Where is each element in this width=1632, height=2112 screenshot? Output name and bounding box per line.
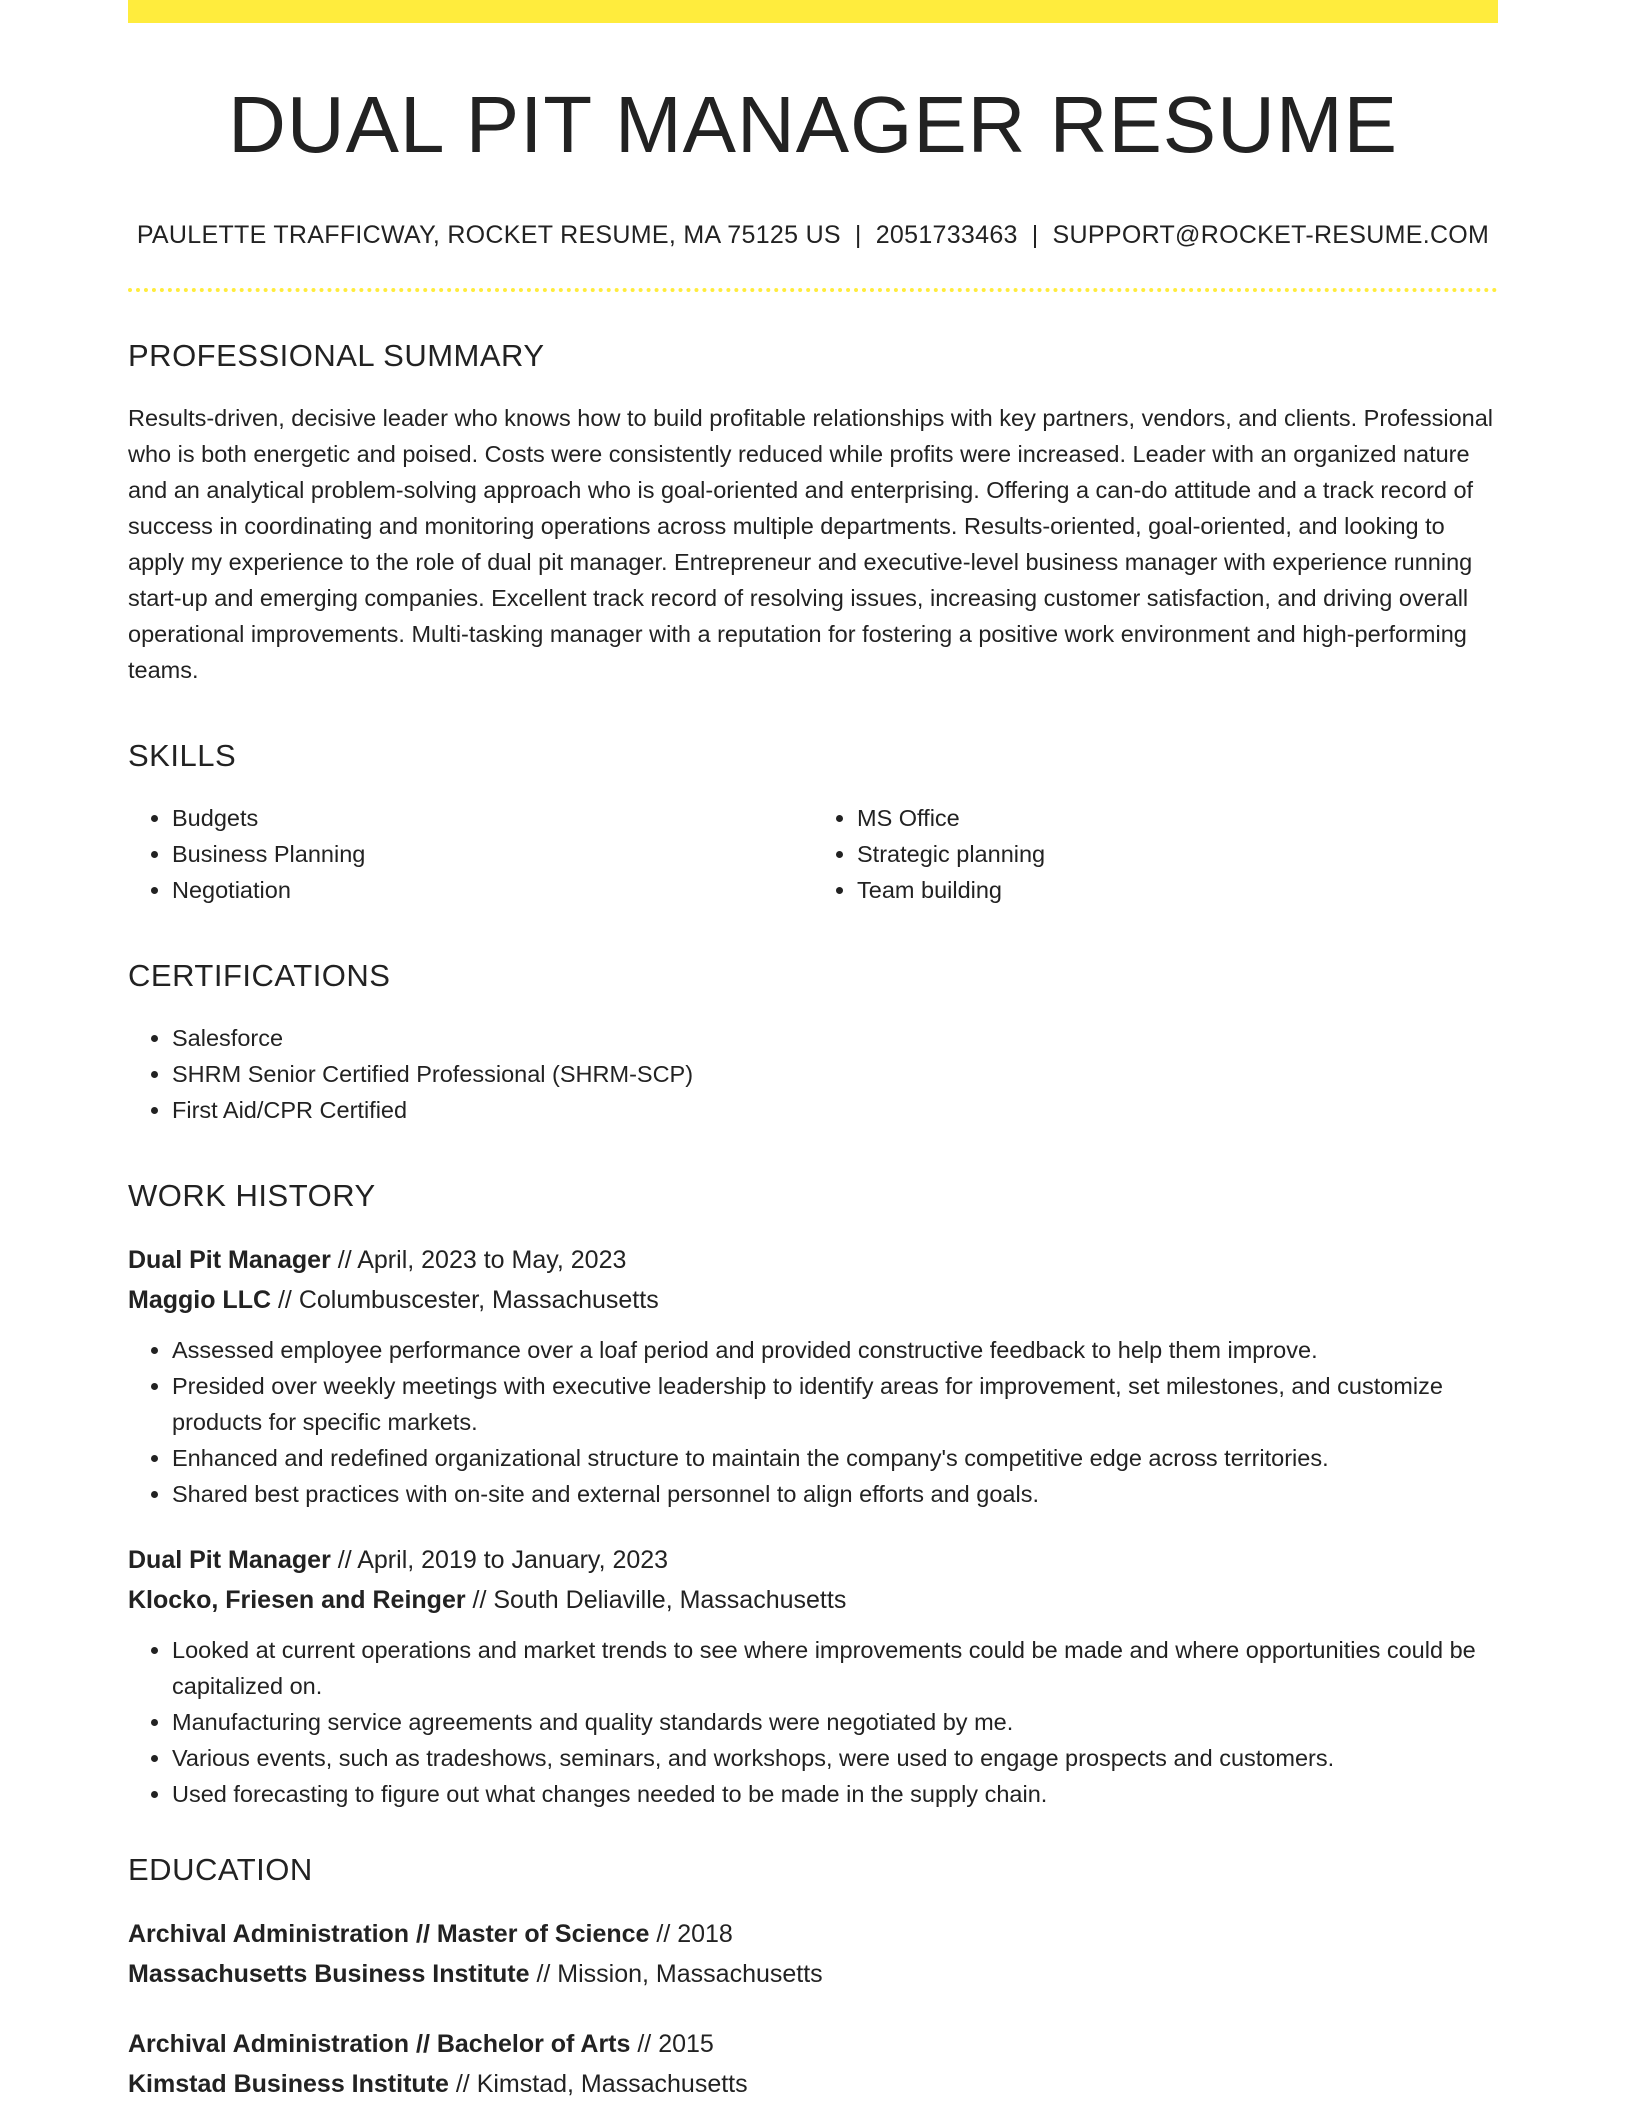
job-title: Dual Pit Manager xyxy=(128,1246,331,1274)
education-degree: Archival Administration // Bachelor of Arts xyxy=(128,2030,631,2058)
skills-list-left xyxy=(128,800,813,908)
summary-heading: PROFESSIONAL SUMMARY xyxy=(128,338,545,373)
education-school-line xyxy=(128,2064,1498,2104)
job-location: // Columbuscester, Massachusetts xyxy=(271,1286,659,1314)
job-bullet: • Manufacturing service agreements and quality standards were negotiated by me. xyxy=(172,1704,1498,1740)
contact-separator: | xyxy=(1031,221,1039,249)
work-history-heading: WORK HISTORY xyxy=(128,1178,376,1213)
job-bullet: • Used forecasting to figure out what changes needed to be made in the supply chain. xyxy=(172,1776,1498,1812)
job-dates: // April, 2019 to January, 2023 xyxy=(330,1546,669,1574)
job-company-line xyxy=(128,1580,1498,1620)
skills-list-right xyxy=(813,800,1498,908)
contact-email: SUPPORT@ROCKET-RESUME.COM xyxy=(1052,221,1490,249)
education-school: Kimstad Business Institute xyxy=(128,2070,449,2098)
job-location: // South Deliaville, Massachusetts xyxy=(465,1586,847,1614)
skill-item: • Strategic planning xyxy=(857,836,1498,872)
certification-item: • SHRM Senior Certified Professional (SHRM-SCP) xyxy=(172,1056,1498,1092)
skill-item: • Team building xyxy=(857,872,1498,908)
job-title: Dual Pit Manager xyxy=(128,1546,331,1574)
education-location: // Mission, Massachusetts xyxy=(529,1960,823,1988)
job-bullet: • Enhanced and redefined organizational structure to maintain the company's competitive edge across territories. xyxy=(172,1440,1498,1476)
education-school-line xyxy=(128,1954,1498,1994)
education-year: // 2018 xyxy=(649,1920,733,1948)
job-company-line xyxy=(128,1280,1498,1320)
job-bullet: • Various events, such as tradeshows, seminars, and workshops, were used to engage prospects and customers. xyxy=(172,1740,1498,1776)
education-entry xyxy=(128,2024,1498,2104)
education-heading: EDUCATION xyxy=(128,1852,313,1887)
page-title: DUAL PIT MANAGER RESUME xyxy=(228,80,1398,169)
certification-item: • First Aid/CPR Certified xyxy=(172,1092,1498,1128)
job-title-line xyxy=(128,1540,1498,1580)
education-degree-line xyxy=(128,2024,1498,2064)
summary-text: Results-driven, decisive leader who knows how to build profitable relationships with key partners, vendors, and clients. Professional who is both energetic and poised. Costs were consistently reduced while profits were increased. Leader with an organized nature and an analytical problem-solving approach who is goal-oriented and enterprising. Offering a can-do attitude and a track record of success in coordinating and monitoring operations across multiple departments. Results-oriented, goal-oriented, and looking to apply my experience to the role of dual pit manager. Entrepreneur and executive-level business manager with experience running start-up and emerging companies. Excellent track record of resolving issues, increasing customer satisfaction, and driving overall operational improvements. Multi-tasking manager with a reputation for fostering a positive work environment and high-performing teams. xyxy=(128,405,1493,683)
skill-item: • Business Planning xyxy=(172,836,813,872)
certifications-list xyxy=(128,1020,1498,1128)
skills-grid xyxy=(128,800,1498,908)
resume-page xyxy=(128,0,1498,2104)
dotted-divider xyxy=(128,288,1498,292)
job-bullets xyxy=(128,1332,1498,1512)
education-degree-line xyxy=(128,1914,1498,1954)
job-entry xyxy=(128,1540,1498,1812)
education-school: Massachusetts Business Institute xyxy=(128,1960,530,1988)
job-company: Klocko, Friesen and Reinger xyxy=(128,1586,466,1614)
contact-phone: 2051733463 xyxy=(875,221,1018,249)
job-bullet: • Presided over weekly meetings with executive leadership to identify areas for improvement, set milestones, and customize products for specific markets. xyxy=(172,1368,1498,1440)
education-year: // 2015 xyxy=(630,2030,714,2058)
job-bullet: • Shared best practices with on-site and external personnel to align efforts and goals. xyxy=(172,1476,1498,1512)
contact-separator: | xyxy=(854,221,862,249)
skill-item: • Budgets xyxy=(172,800,813,836)
certifications-heading: CERTIFICATIONS xyxy=(128,958,391,993)
job-company: Maggio LLC xyxy=(128,1286,272,1314)
education-degree: Archival Administration // Master of Science xyxy=(128,1920,650,1948)
job-entry xyxy=(128,1240,1498,1512)
job-dates: // April, 2023 to May, 2023 xyxy=(330,1246,627,1274)
skill-item: • MS Office xyxy=(857,800,1498,836)
job-bullet: • Assessed employee performance over a loaf period and provided constructive feedback to help them improve. xyxy=(172,1332,1498,1368)
job-bullet: • Looked at current operations and market trends to see where improvements could be made and where opportunities could be capitalized on. xyxy=(172,1632,1498,1704)
contact-address: PAULETTE TRAFFICWAY, ROCKET RESUME, MA 75125 US xyxy=(136,221,841,249)
certification-item: • Salesforce xyxy=(172,1020,1498,1056)
skills-heading: SKILLS xyxy=(128,738,237,773)
job-title-line xyxy=(128,1240,1498,1280)
job-bullets xyxy=(128,1632,1498,1812)
education-entry xyxy=(128,1914,1498,1994)
education-location: // Kimstad, Massachusetts xyxy=(448,2070,748,2098)
top-accent-bar xyxy=(128,0,1498,23)
contact-line xyxy=(128,221,1498,250)
skill-item: • Negotiation xyxy=(172,872,813,908)
